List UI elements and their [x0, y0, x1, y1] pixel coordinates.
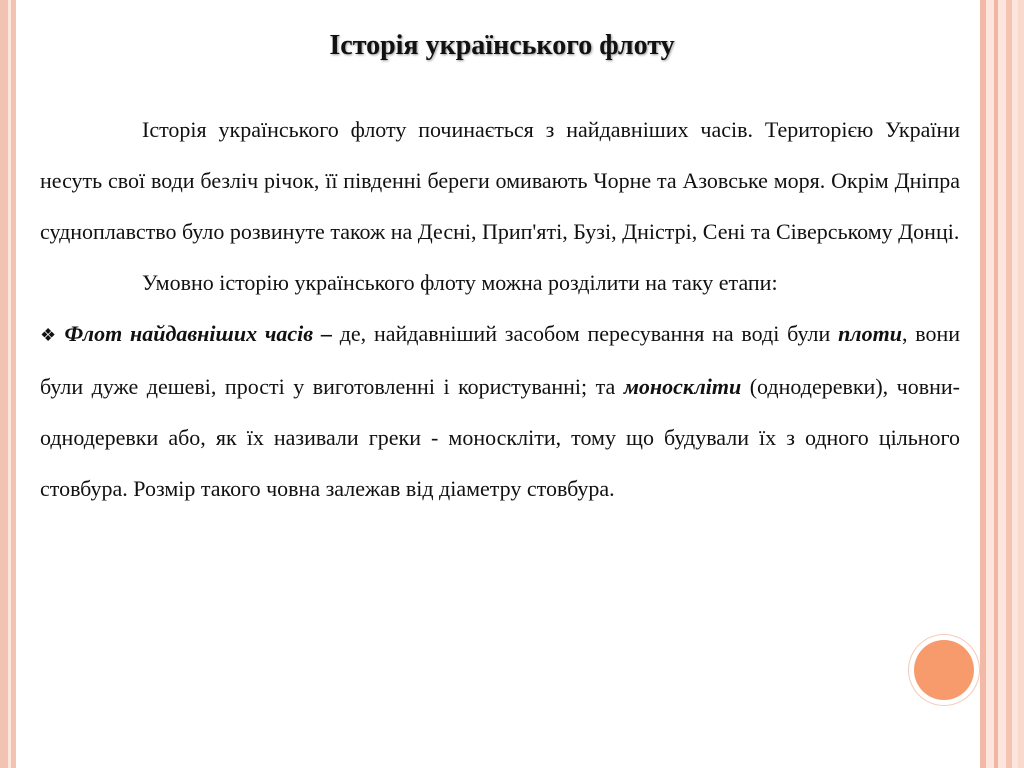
term-rafts: плоти — [838, 321, 902, 346]
slide-body — [40, 104, 960, 514]
bullet-text-1: де, найдавніший засобом пересування на воді були — [339, 321, 839, 346]
paragraph-intro: Історія українського флоту починається з найдавніших часів. Територією України несуть свої води безліч річок, її південні береги омивають Чорне та Азовське моря. Окрім Дніпра судноплавство було розвинуте також на Десні, Прип'яті, Бузі, Дністрі, Сені та Сіверському Донці. — [40, 117, 960, 244]
diamond-bullet-icon: ❖ — [40, 325, 59, 345]
left-decorative-border — [0, 0, 16, 768]
bullet-ancient-fleet — [40, 308, 960, 514]
decorative-circle — [914, 640, 974, 700]
bullet-text-3: (однодеревки), човни-однодеревки або, як їх називали греки - моноскліти, тому що будували їх з одного цільного стовбура. Розмір такого човна залежав від діаметру стовбура. — [40, 374, 960, 501]
dash: – — [313, 321, 340, 346]
bullet-text-2: , вони були дуже дешеві, прості у виготовленні і користуванні; та — [40, 321, 961, 399]
slide-title: Історія українського флоту — [329, 30, 675, 61]
term-ancient-fleet: Флот найдавніших часів — [64, 321, 314, 346]
term-monoxyla: моноскліти — [623, 374, 742, 399]
right-decorative-border — [980, 0, 1024, 768]
paragraph-stages: Умовно історію українського флоту можна розділити на таку етапи: — [142, 270, 778, 295]
